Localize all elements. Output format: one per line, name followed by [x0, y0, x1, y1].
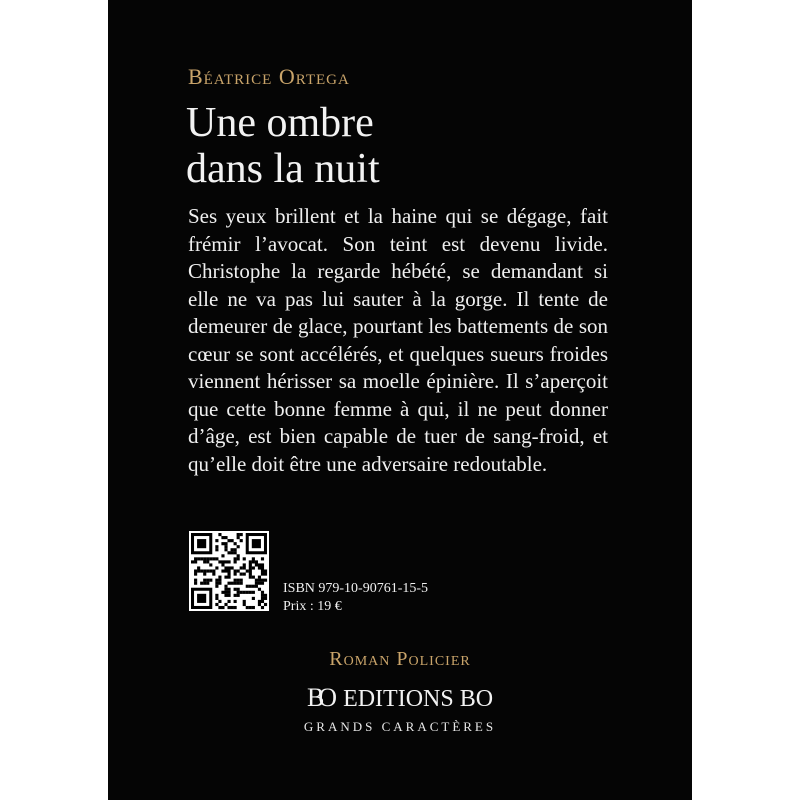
publisher-name: EDITIONS BO	[343, 686, 494, 712]
price-label: Prix : 19 €	[283, 599, 342, 614]
author-name: Béatrice Ortega	[188, 64, 350, 89]
isbn-block	[283, 580, 428, 616]
publisher-logo: BO	[306, 683, 332, 712]
book-title	[186, 100, 380, 192]
qr-code-graphic	[189, 531, 269, 611]
qr-code-icon	[189, 531, 269, 611]
title-line-2: dans la nuit	[186, 146, 380, 192]
title-line-1: Une ombre	[186, 100, 374, 146]
blurb-text: Ses yeux brillent et la haine qui se dégage, fait frémir l’avocat. Son teint est devenu livide. Christophe la regarde hébété, se demandant si elle ne va pas lui sauter à la gorge. Il tente de demeurer de glace, pourtant les battements de son cœur se sont accélérés, et quelques sueurs froides viennent hérisser sa moelle épinière. Il s’aperçoit que cette bonne femme à qui, il ne peut donner d’âge, est bien capable de tuer de sang-froid, et qu’elle doit être une adversaire redoutable.	[188, 204, 608, 476]
genre-label: Roman Policier	[329, 648, 471, 670]
publisher-line	[0, 683, 800, 713]
isbn-number: ISBN 979-10-90761-15-5	[283, 581, 429, 596]
collection-label: GRANDS CARACTÈRES	[303, 719, 497, 734]
